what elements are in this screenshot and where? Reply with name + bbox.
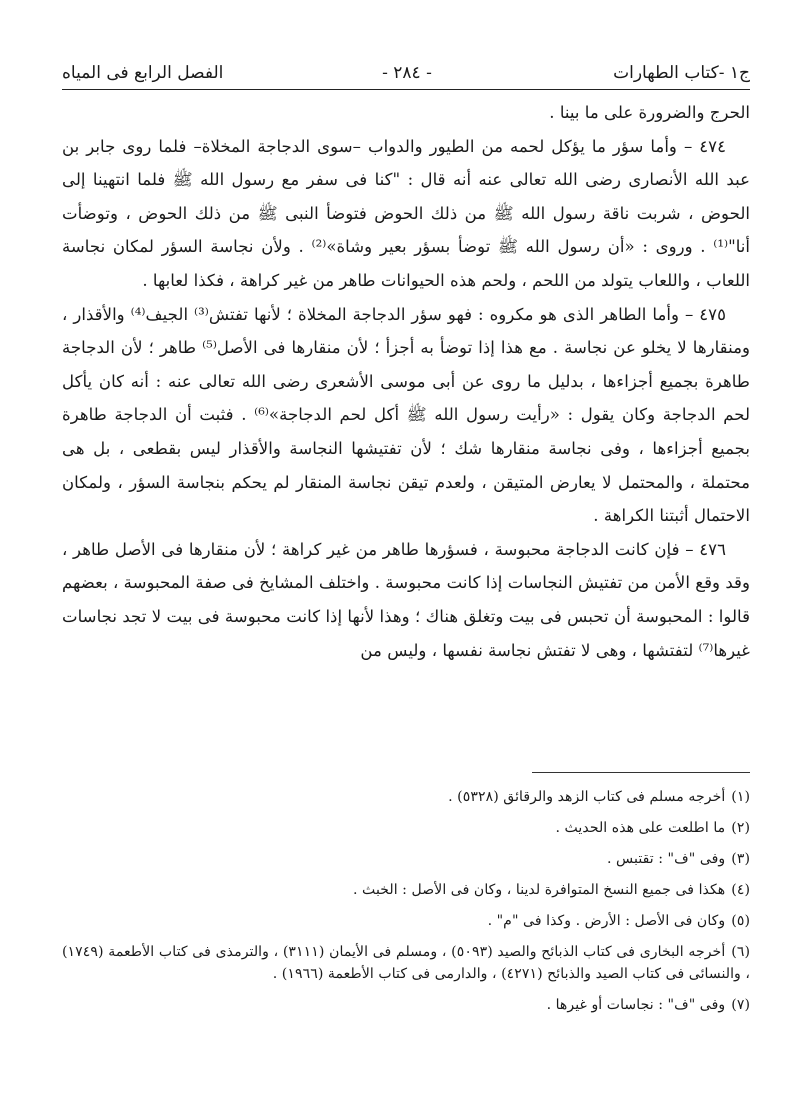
footnote-text: ما اطلعت على هذه الحديث . [555,820,726,836]
footnote-number: (٤) [731,882,750,898]
footnote-number: (١) [731,789,750,805]
footnote-number: (٥) [731,913,750,929]
header-volume-book: ج١ -كتاب الطهارات [613,63,750,83]
footnote-number: (٧) [731,997,750,1013]
text-continuation: الحرج والضرورة على ما بينا . [549,103,750,122]
footnote-text: هكذا فى جميع النسخ المتوافرة لدينا ، وكان فى الأصل : الخبث . [353,882,726,898]
main-text [62,96,750,667]
footnote [62,879,750,901]
header-chapter: الفصل الرابع فى المياه [62,63,224,83]
paragraph-474: ٤٧٤ – وأما سؤر ما يؤكل لحمه من الطيور والدواب –سوى الدجاجة المخلاة– فلما روى جابر بن عبد الله الأنصارى رضى الله تعالى عنه أنه قال : "كنا فى سفر مع رسول الله ﷺ فلما انتهينا إلى الحوض ، شربت ناقة رسول الله ﷺ من ذلك الحوض فتوضأ النبى ﷺ من ذلك الحوض ، وتوضأت أنا"⁽¹⁾ . وروى : «أن رسول الله ﷺ توضأ بسؤر بعير وشاة»⁽²⁾ . ولأن نجاسة السؤر لمكان نجاسة اللعاب ، واللعاب يتولد من اللحم ، ولحم هذه الحيوانات طاهر من غير كراهة ، فكذا لعابها . [62,136,750,290]
footnote [62,910,750,932]
footnote [62,817,750,839]
footnote [62,994,750,1016]
footnote-number: (٣) [731,851,750,867]
paragraph-475: ٤٧٥ – وأما الطاهر الذى هو مكروه : فهو سؤر الدجاجة المخلاة ؛ لأنها تفتش⁽³⁾ الجيف⁽⁴⁾ والأقذار ، ومنقارها لا يخلو عن نجاسة . مع هذا إذا توضأ به أجزأ ؛ لأن منقارها فى الأصل⁽⁵⁾ طاهر ؛ لأن الدجاجة طاهرة بجميع أجزاءها ، بدليل ما روى عن أبى موسى الأشعرى رضى الله تعالى عنه : أنه كان يأكل لحم الدجاجة وكان يقول : «رأيت رسول الله ﷺ أكل لحم الدجاجة»⁽⁶⁾ . فثبت أن الدجاجة طاهرة بجميع أجزاءها ، وفى نجاسة منقارها شك ؛ لأن تفتيشها النجاسة والأقذار ليس بقطعى ، بل هى محتملة ، والمحتمل لا يعارض المتيقن ، ولعدم تيقن نجاسة المنقار لم يحكم بنجاسة السؤر ، ولمكان الاحتمال أثبتنا الكراهة . [62,304,751,526]
footnotes [62,786,750,1025]
footnote-text: أخرجه البخارى فى كتاب الذبائح والصيد (٥٠٩٣) ، ومسلم فى الأيمان (٣١١١) ، والترمذى فى كتاب الأطعمة (١٧٤٩) ، والنسائى فى كتاب الصيد والذبائح (٤٢٧١) ، والدارمى فى كتاب الأطعمة (١٩٦٦) . [62,944,750,982]
footnote-number: (٢) [731,820,750,836]
footnote [62,848,750,870]
footnote-separator [532,772,750,773]
footnote-text: وفى "ف" : نجاسات أو غيرها . [546,997,726,1013]
running-header [62,58,750,88]
header-divider [62,89,750,90]
footnote-number: (٦) [731,944,750,960]
footnote [62,941,750,985]
footnote-text: وفى "ف" : تقتبس . [606,851,726,867]
footnote-text: وكان فى الأصل : الأرض . وكذا فى "م" . [487,913,726,929]
footnote [62,786,750,808]
page-number: - ٢٨٤ - [382,63,432,83]
paragraph-476: ٤٧٦ – فإن كانت الدجاجة محبوسة ، فسؤرها طاهر من غير كراهة ؛ لأن منقارها فى الأصل طاهر ، وقد وقع الأمن من تفتيش النجاسات إذا كانت محبوسة . واختلف المشايخ فى صفة المحبوسة ، بعضهم قالوا : المحبوسة أن تحبس فى بيت وتغلق هناك ؛ وهذا لأنها إذا كانت محبوسة فى بيت لا تجد نجاسات غيرها⁽⁷⁾ لتفتشها ، وهى لا تفتش نجاسة نفسها ، وليس من [62,539,750,660]
footnote-text: أخرجه مسلم فى كتاب الزهد والرقائق (٥٣٢٨) . [448,789,726,805]
